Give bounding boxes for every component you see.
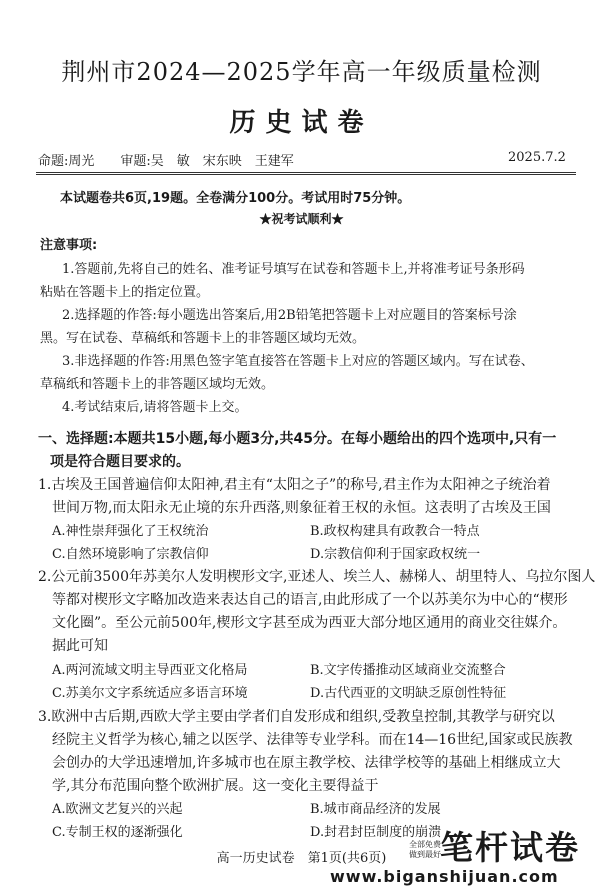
header-rule [36, 172, 576, 173]
brand-tagline [409, 840, 441, 860]
question-2-option-d[interactable]: D.古代西亚的文明缺乏原创性特征 [310, 686, 507, 701]
header-rule-thin [36, 174, 576, 175]
question-3-option-b[interactable]: B.城市商品经济的发展 [310, 802, 441, 817]
note-line: 粘贴在答题卡上的指定位置。 [40, 285, 210, 300]
exam-title: 荆州市2024—2025学年高一年级质量检测 [61, 58, 542, 86]
blessing: ★祝考试顺利★ [259, 212, 344, 226]
question-2-line: 据此可知 [52, 638, 108, 654]
question-1-line: 世间万物,而太阳永无止境的东升西落,则象征着王权的永恒。这表明了古埃及王国 [52, 500, 551, 516]
question-2-option-c[interactable]: C.苏美尔文字系统适应多语言环境 [52, 686, 248, 701]
question-2-line: 文化圈”。至公元前500年,楔形文字甚至成为西亚大部分地区通用的商业交往媒介。 [52, 615, 567, 631]
question-1-option-a[interactable]: A.神性崇拜强化了王权统治 [52, 524, 209, 539]
question-3-option-d[interactable]: D.封君封臣制度的崩溃 [310, 825, 442, 840]
question-2-option-b[interactable]: B.文字传播推动区域商业交流整合 [310, 663, 506, 678]
page-footer: 高一历史试卷 第1页(共6页) [216, 851, 387, 866]
brand-tagline-bottom: 做到最好 [409, 850, 441, 859]
question-2-line: 2.公元前3500年苏美尔人发明楔形文字,亚述人、埃兰人、赫梯人、胡里特人、乌拉尔图人 [38, 569, 596, 585]
note-line: 1.答题前,先将自己的姓名、准考证号填写在试卷和答题卡上,并将准考证号条形码 [62, 262, 525, 277]
brand-url[interactable]: www.biganshijuan.com [330, 867, 559, 886]
question-3-line: 3.欧洲中古后期,西欧大学主要由学者们自发形成和组织,受教皇控制,其教学与研究以 [38, 709, 555, 725]
note-line: 3.非选择题的作答:用黑色签字笔直接答在答题卡上对应的答题区域内。写在试卷、 [62, 354, 534, 369]
notes-title: 注意事项: [40, 238, 98, 253]
question-3-line: 学,其分布范围向整个欧洲扩展。这一变化主要得益于 [52, 778, 379, 794]
section-heading-cont: 项是符合题目要求的。 [50, 454, 190, 470]
question-2-line: 等都对楔形文字略加改造来表达自己的语言,由此形成了一个以苏美尔为中心的“楔形 [52, 592, 568, 608]
note-line: 4.考试结束后,请将答题卡上交。 [62, 400, 248, 415]
question-2-option-a[interactable]: A.两河流域文明主导西亚文化格局 [52, 663, 248, 678]
exam-date: 2025.7.2 [508, 150, 566, 165]
exam-subtitle: 历史试卷 [229, 108, 374, 138]
question-3-option-c[interactable]: C.专制王权的逐渐强化 [52, 825, 183, 840]
brand-tagline-top: 全部免费 [409, 840, 441, 849]
exam-authors: 命题:周光 审题:吴 敏 宋东映 王建军 [38, 154, 294, 169]
note-line: 2.选择题的作答:每小题选出答案后,用2B铅笔把答题卡上对应题目的答案标号涂 [62, 308, 517, 323]
note-line: 草稿纸和答题卡上的非答题区域均无效。 [40, 377, 275, 392]
question-3-option-a[interactable]: A.欧洲文艺复兴的兴起 [52, 802, 183, 817]
brand-logo: 笔杆试卷 [440, 828, 580, 867]
exam-info: 本试题卷共6页,19题。全卷满分100分。考试用时75分钟。 [60, 191, 411, 206]
question-3-line: 会创办的大学迅速增加,许多城市也在原主教学校、法律学校等的基础上相继成立大 [52, 755, 561, 771]
note-line: 黑。写在试卷、草稿纸和答题卡上的非答题区域均无效。 [40, 331, 366, 346]
section-heading: 一、选择题:本题共15小题,每小题3分,共45分。在每小题给出的四个选项中,只有一 [38, 431, 557, 447]
question-3-line: 经院主义哲学为核心,辅之以医学、法律等专业学科。而在14—16世纪,国家或民族教 [52, 732, 573, 748]
question-1-option-c[interactable]: C.自然环境影响了宗教信仰 [52, 547, 209, 562]
question-1-option-b[interactable]: B.政权构建具有政教合一特点 [310, 524, 480, 539]
question-1-line: 1.古埃及王国普遍信仰太阳神,君主有“太阳之子”的称号,君主作为太阳神之子统治着 [38, 477, 551, 493]
question-1-option-d[interactable]: D.宗教信仰利于国家政权统一 [310, 547, 481, 562]
